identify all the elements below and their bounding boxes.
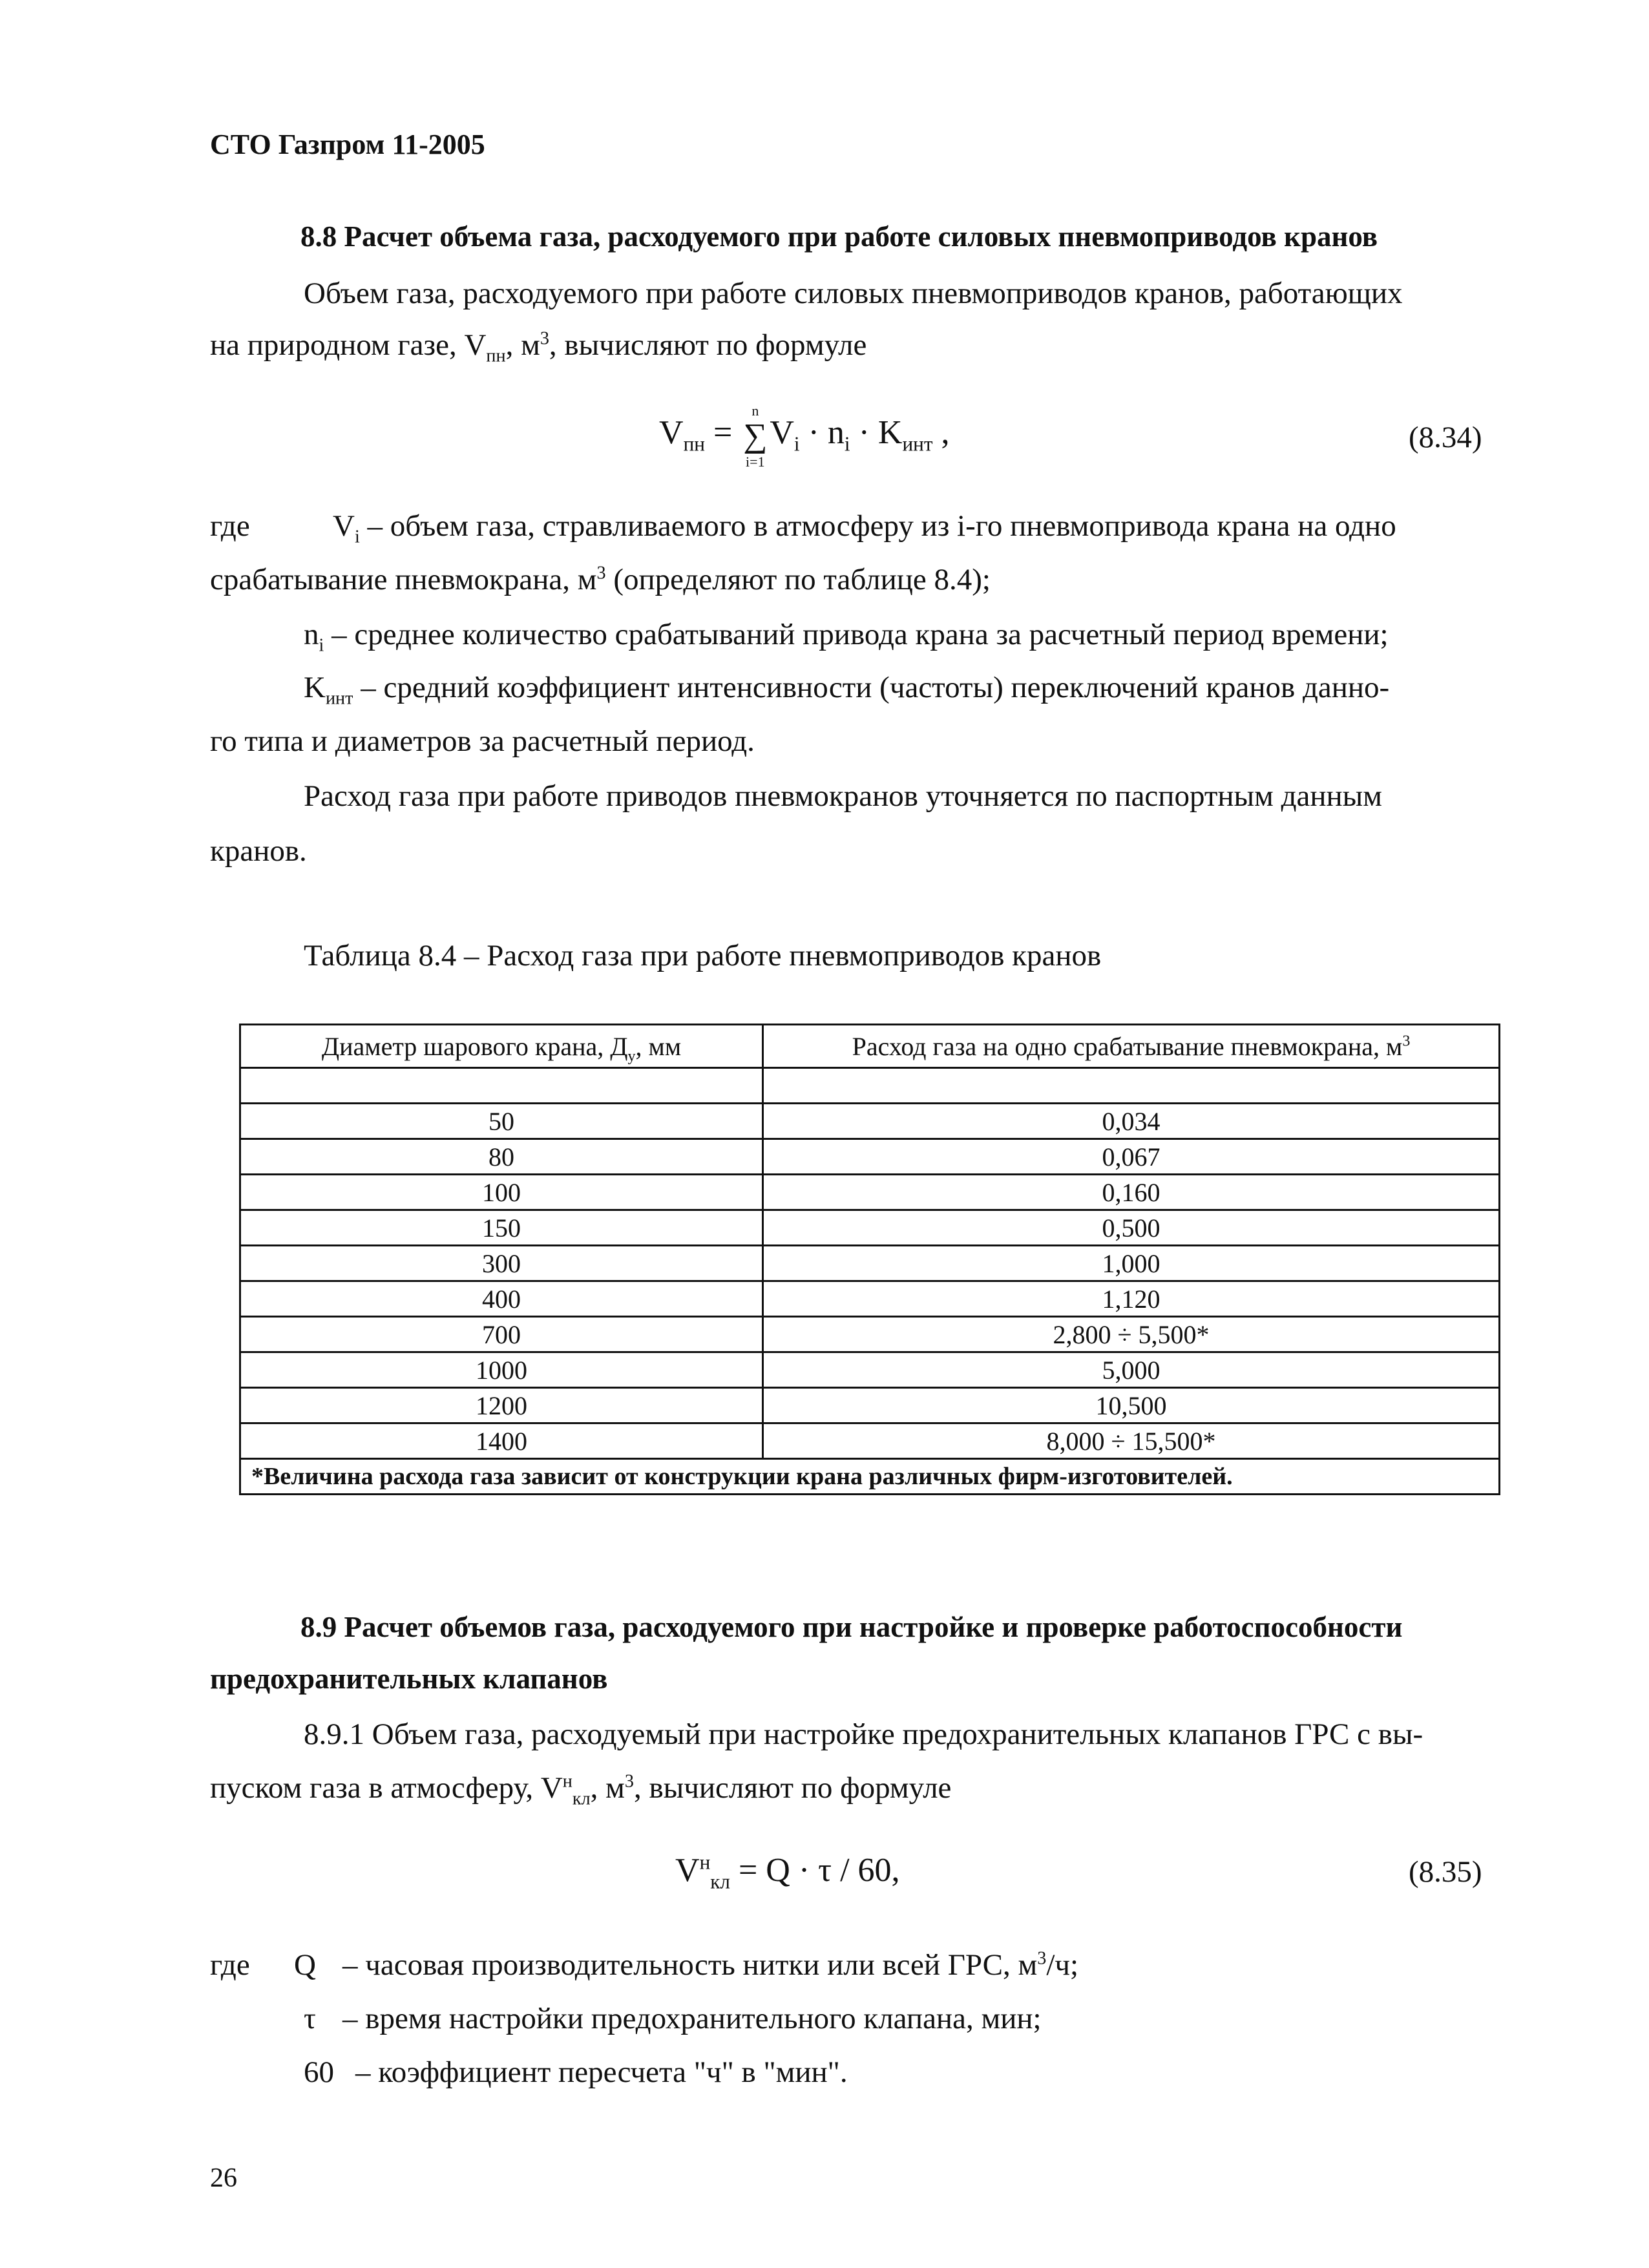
table-caption: Таблица 8.4 – Расход газа при работе пневмоприводов кранов — [304, 939, 1102, 972]
flow-cell: 1,120 — [763, 1281, 1500, 1317]
symbol-tau: τ — [304, 2002, 316, 2035]
sum-sign: n ∑ i=1 — [743, 402, 768, 470]
equation-number-8-35: (8.35) — [1409, 1855, 1482, 1889]
definition-60: – коэффициент пересчета "ч" в "мин". — [355, 2055, 848, 2089]
flow-cell: 10,500 — [763, 1388, 1500, 1423]
flow-cell: 0,500 — [763, 1210, 1500, 1246]
flow-cell: 5,000 — [763, 1352, 1500, 1388]
table-footnote: *Величина расхода газа зависит от конструкции крана различных фирм-изготовителей. — [240, 1459, 1500, 1495]
diameter-cell: 1000 — [240, 1352, 763, 1388]
table-row — [240, 1352, 1500, 1388]
column-header-gas-flow: Расход газа на одно срабатывание пневмокрана, $м^3$ — [763, 1025, 1500, 1068]
definition-tau: – время настройки предохранительного клапана, мин; — [342, 2002, 1042, 2035]
column-header-diameter: Диаметр шарового крана, $Д_у$, мм — [240, 1025, 763, 1068]
table-row — [240, 1281, 1500, 1317]
diameter-cell: 80 — [240, 1139, 763, 1175]
table-row — [240, 1423, 1500, 1459]
definition-k: $K_{инт}$ – средний коэффициент интенсивности (частоты) переключений кранов данно- — [304, 671, 1390, 709]
section-8-9-heading-cont: предохранительных клапанов — [210, 1663, 608, 1695]
definition-v: $V_i$ – объем газа, стравливаемого в атмосферу из i-го пневмопривода крана на одно — [333, 509, 1396, 547]
paragraph-line: на природном газе, $V_{пн}$, $м^3$, вычисляют по формуле — [210, 328, 867, 366]
table-row — [240, 1317, 1500, 1352]
table-cell — [763, 1068, 1500, 1104]
formula-8-35: $V^н_{кл} = Q \cdot \tau / 60$, — [675, 1851, 900, 1893]
table-row — [240, 1210, 1500, 1246]
table-8-4 — [239, 1024, 1500, 1495]
equation-number-8-34: (8.34) — [1409, 421, 1482, 454]
table-footnote-row — [240, 1459, 1500, 1495]
definition-k-cont: го типа и диаметров за расчетный период. — [210, 724, 755, 758]
definition-q: – часовая производительность нитки или всей ГРС, $м^3/ч$; — [342, 1948, 1079, 1982]
definition-v-cont: срабатывание пневмокрана, $м^3$ (определяют по таблице 8.4); — [210, 563, 991, 596]
flow-cell: 0,067 — [763, 1139, 1500, 1175]
table-header-row — [240, 1025, 1500, 1068]
flow-cell: 1,000 — [763, 1246, 1500, 1281]
diameter-cell: 400 — [240, 1281, 763, 1317]
symbol-60: 60 — [304, 2055, 334, 2089]
flow-cell: 0,034 — [763, 1104, 1500, 1139]
paragraph-line: пуском газа в атмосферу, $V^н_{кл}$, $м^3$, вычисляют по формуле — [210, 1771, 952, 1809]
diameter-cell: 50 — [240, 1104, 763, 1139]
diameter-cell: 300 — [240, 1246, 763, 1281]
table-row — [240, 1104, 1500, 1139]
table-spacer-row — [240, 1068, 1500, 1104]
section-8-9-heading: 8.9 Расчет объемов газа, расходуемого при настройке и проверке работоспособности — [300, 1611, 1403, 1643]
page-number: 26 — [210, 2163, 237, 2193]
where-label: где — [210, 1948, 250, 1982]
document-header: СТО Газпром 11-2005 — [210, 129, 485, 160]
diameter-cell: 150 — [240, 1210, 763, 1246]
paragraph-line: кранов. — [210, 834, 307, 868]
paragraph-line: Объем газа, расходуемого при работе силовых пневмоприводов кранов, работающих — [304, 277, 1403, 310]
diameter-cell: 100 — [240, 1175, 763, 1210]
formula-8-34: $V_{пн}$ = n ∑ i=1 $V_i \cdot n_i \cdot K_{инт}$ , — [659, 402, 950, 470]
table-row — [240, 1175, 1500, 1210]
flow-cell: 0,160 — [763, 1175, 1500, 1210]
section-8-8-heading: 8.8 Расчет объема газа, расходуемого при работе силовых пневмоприводов кранов — [300, 220, 1378, 253]
flow-cell: 2,800 ÷ 5,500* — [763, 1317, 1500, 1352]
paragraph-line: 8.9.1 Объем газа, расходуемый при настройке предохранительных клапанов ГРС с вы- — [304, 1717, 1423, 1751]
flow-cell: 8,000 ÷ 15,500* — [763, 1423, 1500, 1459]
diameter-cell: 700 — [240, 1317, 763, 1352]
diameter-cell: 1200 — [240, 1388, 763, 1423]
definition-n: $n_i$ – среднее количество срабатываний привода крана за расчетный период времени; — [304, 618, 1389, 656]
diameter-cell: 1400 — [240, 1423, 763, 1459]
where-label: где — [210, 509, 250, 543]
table-row — [240, 1139, 1500, 1175]
paragraph-line: Расход газа при работе приводов пневмокранов уточняется по паспортным данным — [304, 779, 1382, 813]
table-cell — [240, 1068, 763, 1104]
symbol-q: Q — [294, 1948, 316, 1982]
table-row — [240, 1246, 1500, 1281]
table-row — [240, 1388, 1500, 1423]
